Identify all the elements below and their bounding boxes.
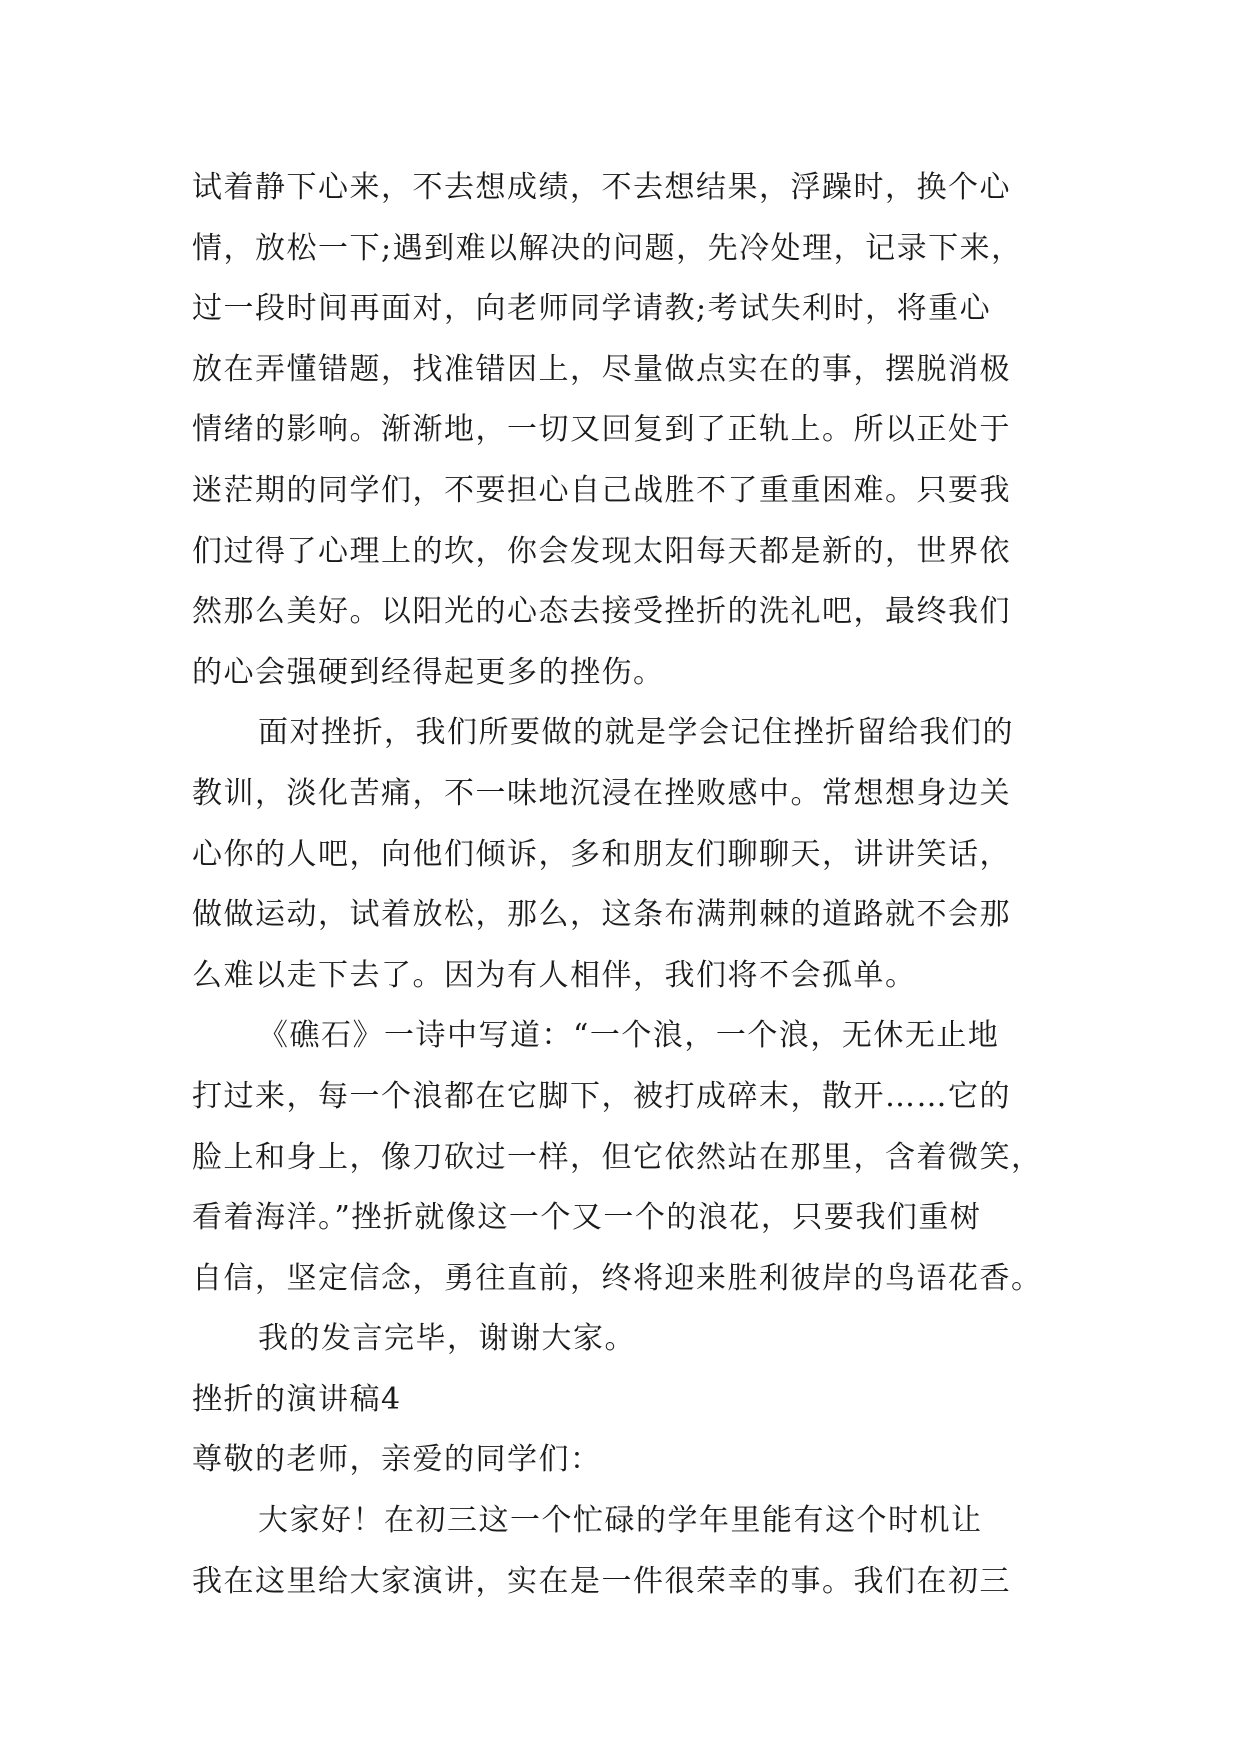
text-line: 们过得了心理上的坎，你会发现太阳每天都是新的，世界依 [192,533,1011,569]
text-line: 过一段时间再面对，向老师同学请教;考试失利时，将重心 [192,291,992,327]
text-line: 脸上和身上，像刀砍过一样，但它依然站在那里，含着微笑， [192,1139,1043,1175]
section-title: 挫折的演讲稿4 [192,1381,402,1417]
text-line: 放在弄懂错题，找准错因上，尽量做点实在的事，摆脱消极 [192,351,1011,387]
text-line: 的心会强硬到经得起更多的挫伤。 [192,654,665,690]
text-line: 心你的人吧，向他们倾诉，多和朋友们聊聊天，讲讲笑话， [192,836,1011,872]
text-line: 试着静下心来，不去想成绩，不去想结果，浮躁时，换个心 [192,170,1011,205]
closing-line: 我的发言完毕，谢谢大家。 [258,1321,636,1357]
text-line: 么难以走下去了。因为有人相伴，我们将不会孤单。 [192,957,917,993]
text-line: 情，放松一下;遇到难以解决的问题，先冷处理，记录下来， [192,230,1023,266]
text-line: 教训，淡化苦痛，不一味地沉浸在挫败感中。常想想身边关 [192,775,1011,811]
text-line: 自信，坚定信念，勇往直前，终将迎来胜利彼岸的鸟语花香。 [192,1260,1043,1296]
text-line: 做做运动，试着放松，那么，这条布满荆棘的道路就不会那 [192,897,1011,933]
text-line: 打过来，每一个浪都在它脚下，被打成碎末，散开……它的 [192,1078,1011,1114]
salutation: 尊敬的老师，亲爱的同学们： [192,1442,602,1478]
text-line: 看着海洋。”挫折就像这一个又一个的浪花，只要我们重树 [192,1200,982,1236]
text-line: 迷茫期的同学们，不要担心自己战胜不了重重困难。只要我 [192,472,1011,508]
text-line: 然那么美好。以阳光的心态去接受挫折的洗礼吧，最终我们 [192,594,1011,630]
paragraph-start-line: 大家好！在初三这一个忙碌的学年里能有这个时机让 [258,1503,983,1539]
text-line: 我在这里给大家演讲，实在是一件很荣幸的事。我们在初三 [192,1563,1011,1599]
paragraph-start-line: 面对挫折，我们所要做的就是学会记住挫折留给我们的 [258,715,1014,751]
document-body [192,158,1092,1612]
paragraph-start-line: 《礁石》一诗中写道：“一个浪，一个浪，无休无止地 [258,1018,1000,1054]
text-line: 情绪的影响。渐渐地，一切又回复到了正轨上。所以正处于 [192,412,1011,448]
